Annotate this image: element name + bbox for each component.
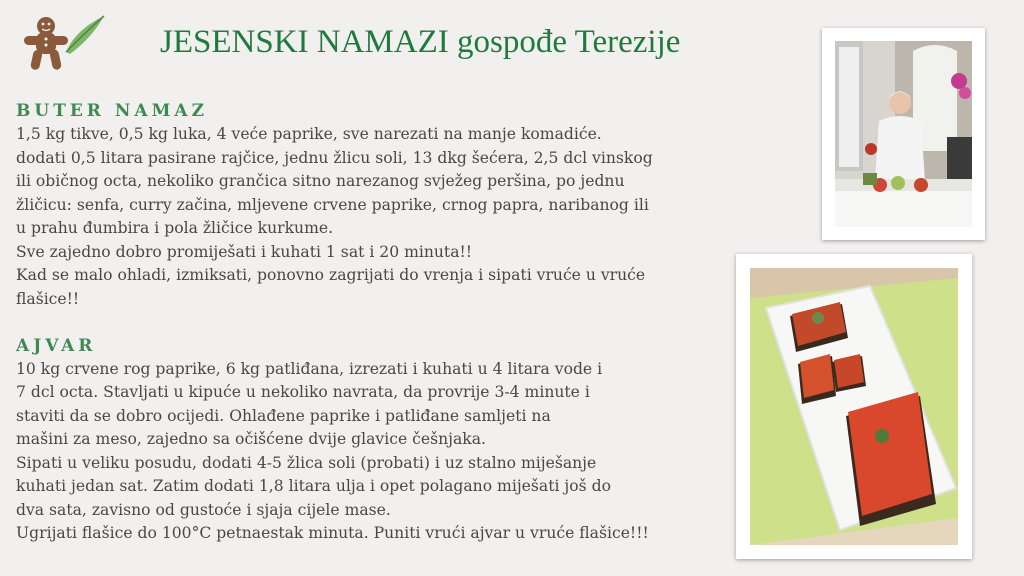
page-title: JESENSKI NAMAZI gospođe Terezije xyxy=(160,24,681,60)
recipe-line: Sve zajedno dobro promiješati i kuhati 1 sat i 20 minuta!! xyxy=(16,242,473,261)
logo xyxy=(22,12,106,74)
section-heading: AJVAR xyxy=(16,335,97,356)
recipe-line: mašini za meso, zajedno sa očišćene dvije glavice češnjaka. xyxy=(16,430,486,448)
photo-spreads-on-bread xyxy=(736,254,972,559)
photo-woman-at-stand xyxy=(822,28,985,240)
recipe-line: Ugrijati flašice do 100°C petnaestak minuta. Puniti vrući ajvar u vruće flašice!!! xyxy=(16,524,649,542)
woman-photo xyxy=(835,41,972,227)
recipe-line: Sipati u veliku posudu, dodati 4-5 žlica soli (probati) i uz stalno miješanje xyxy=(16,453,597,472)
recipe-line: staviti da se dobro ocijedi. Ohlađene paprike i patliđane samljeti na xyxy=(16,406,551,425)
recipe-content xyxy=(16,100,716,546)
recipe-line: dodati 0,5 litara pasirane rajčice, jednu žlicu soli, 13 dkg šećera, 2,5 dcl vinskog xyxy=(16,148,653,167)
recipe-line: kuhati jedan sat. Zatim dodati 1,8 litara ulja i opet polagano miješati još do xyxy=(16,477,611,495)
recipe-line: žličicu: senfa, curry začina, mljevene crvene paprike, crnog papra, naribanog ili xyxy=(16,195,649,214)
recipe-line: 7 dcl octa. Stavljati u kipuće u nekoliko navrata, da provrije 3-4 minute i xyxy=(16,383,590,401)
gingerbread-man-icon xyxy=(22,12,106,74)
recipe-line: u prahu đumbira i pola žličice kurkume. xyxy=(16,219,334,237)
recipe-line: Kad se malo ohladi, izmiksati, ponovno zagrijati do vrenja i sipati vruće u vruće xyxy=(16,266,646,284)
recipe-line: 1,5 kg tikve, 0,5 kg luka, 4 veće paprike, sve narezati na manje komadiće. xyxy=(16,125,602,143)
recipe-section-buter-namaz xyxy=(16,100,716,311)
food-photo xyxy=(750,268,958,545)
recipe-line: ili običnog octa, nekoliko grančica sitno narezanog svježeg peršina, po jednu xyxy=(16,172,625,190)
section-heading: BUTER NAMAZ xyxy=(16,101,208,121)
recipe-line: 10 kg crvene rog paprike, 6 kg patliđana, izrezati i kuhati u 4 litara vode i xyxy=(16,359,603,378)
recipe-line: flašice!! xyxy=(16,289,80,308)
recipe-line: dva sata, zavisno od gustoće i sjaja cijele mase. xyxy=(16,500,391,519)
recipe-section-ajvar xyxy=(16,335,716,546)
